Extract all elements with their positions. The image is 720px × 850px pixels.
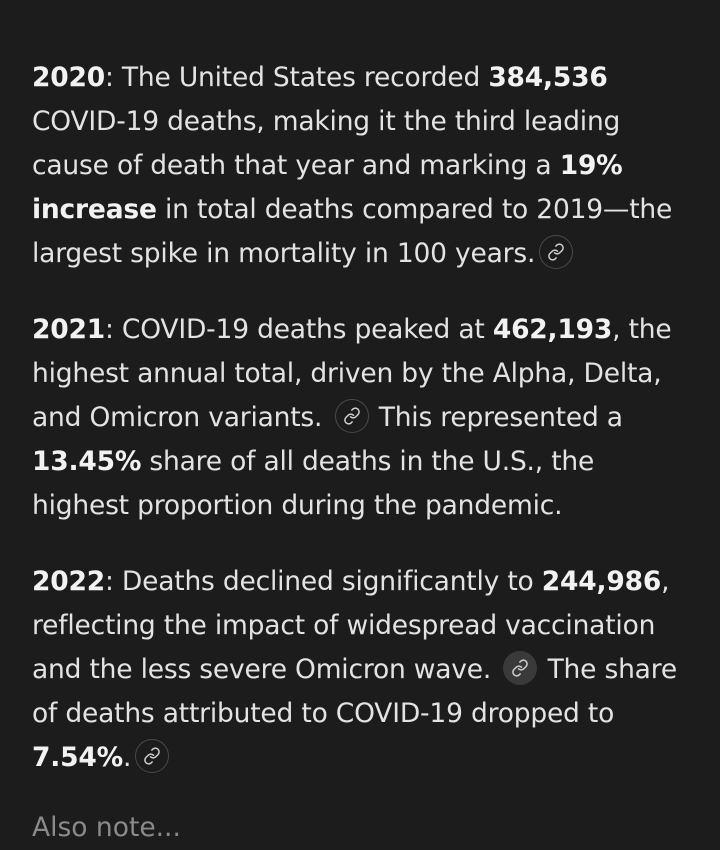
citation-link-button[interactable]	[135, 739, 169, 773]
truncated-text-line: Also note...	[32, 812, 181, 843]
paragraph-2022: 2022: Deaths declined significantly to 244,986, reflecting the impact of widespread vaccination and the less severe Omicron wave. The share of deaths attributed to COVID-19 dropped to 7.54%.	[32, 566, 677, 773]
year-label: 2022	[32, 566, 105, 597]
paragraph-2020: 2020: The United States recorded 384,536 COVID-19 deaths, making it the third leading cause of death that year and marking a 19% increase in total deaths compared to 2019—the largest spike in mortality in 100 years.	[32, 62, 673, 269]
share-percent: 13.45%	[32, 446, 142, 477]
citation-link-button[interactable]	[539, 235, 573, 269]
year-label: 2020	[32, 62, 105, 93]
link-icon	[511, 659, 529, 677]
response-content	[32, 56, 692, 812]
link-icon	[143, 747, 161, 765]
death-count: 384,536	[488, 62, 608, 93]
citation-link-button[interactable]	[335, 399, 369, 433]
year-label: 2021	[32, 314, 105, 345]
death-count: 244,986	[541, 566, 662, 597]
link-icon	[547, 243, 565, 261]
citation-link-button-active[interactable]	[503, 651, 537, 685]
death-count: 462,193	[492, 314, 613, 345]
increase-percent: 19% increase	[32, 150, 623, 225]
share-percent: 7.54%	[32, 742, 123, 773]
link-icon	[343, 407, 361, 425]
paragraph-2021: 2021: COVID-19 deaths peaked at 462,193, the highest annual total, driven by the Alpha, Delta, and Omicron variants. This represented a 13.45% share of all deaths in the U.S., the highest proportion during the pandemic.	[32, 314, 672, 521]
